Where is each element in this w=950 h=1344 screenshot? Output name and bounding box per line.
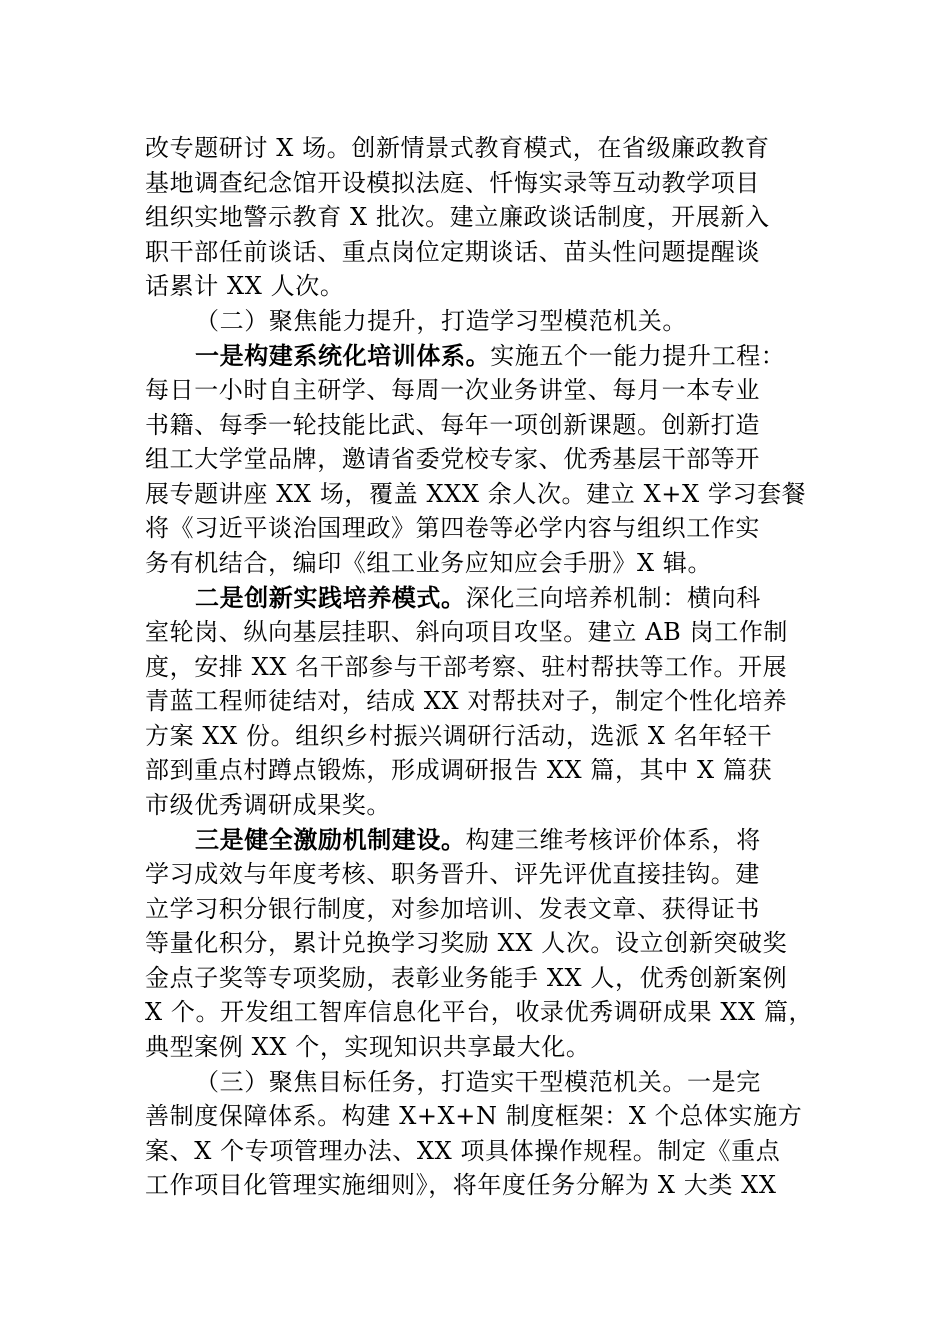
body-line [145,719,845,753]
body-line [145,1099,845,1133]
body-line [145,684,845,718]
line-text: 实施五个一能力提升工程： [490,342,786,370]
body-line [145,200,845,234]
line-text: 改专题研讨 X 场。创新情景式教育模式，在省级廉政教育 [145,134,770,162]
body-line [145,892,845,926]
paragraph-lead-line [195,581,895,615]
section-heading [195,1065,895,1099]
body-line [145,788,845,822]
heading-text: （二）聚焦能力提升，打造学习型模范机关。 [195,307,687,335]
line-text: 组织实地警示教育 X 批次。建立廉政谈话制度，开展新入 [145,203,770,231]
body-line [145,373,845,407]
line-text: 室轮岗、纵向基层挂职、斜向项目攻坚。建立 AB 岗工作制 [145,618,789,646]
line-text: 金点子奖等专项奖励，表彰业务能手 XX 人，优秀创新案例 [145,964,788,992]
line-text: 职干部任前谈话、重点岗位定期谈话、苗头性问题提醒谈 [145,238,760,266]
paragraph-lead-bold: 二是创新实践培养模式。 [195,584,466,612]
line-text: 部到重点村蹲点锻炼，形成调研报告 XX 篇，其中 X 篇获 [145,756,773,784]
line-text: 话累计 XX 人次。 [145,272,345,300]
line-text: 书籍、每季一轮技能比武、每年一项创新课题。创新打造 [145,411,760,439]
line-text: 构建三维考核评价体系，将 [465,826,761,854]
line-text: 善制度保障体系。构建 X+X+N 制度框架：X 个总体实施方 [145,1102,803,1130]
line-text: 组工大学堂品牌，邀请省委党校专家、优秀基层干部等开 [145,445,760,473]
line-text: 学习成效与年度考核、职务晋升、评先评优直接挂钩。建 [145,860,760,888]
body-line [145,857,845,891]
paragraph-lead-bold: 一是构建系统化培训体系。 [195,342,491,370]
body-line [145,131,845,165]
line-text: 基地调查纪念馆开设模拟法庭、忏悔实录等互动教学项目 [145,169,760,197]
paragraph-lead-line [195,823,895,857]
body-line [145,926,845,960]
section-heading [195,304,895,338]
body-line [145,753,845,787]
body-line [145,650,845,684]
body-line [145,511,845,545]
line-text: 展专题讲座 XX 场，覆盖 XXX 余人次。建立 X+X 学习套餐 [145,480,807,508]
line-text: 每日一小时自主研学、每周一次业务讲堂、每月一本专业 [145,376,760,404]
body-line [145,995,845,1029]
heading-text: （三）聚焦目标任务，打造实干型模范机关。一是完 [195,1068,761,1096]
body-line [145,477,845,511]
line-text: 深化三向培养机制：横向科 [465,584,761,612]
body-line [145,1134,845,1168]
line-text: 市级优秀调研成果奖。 [145,791,391,819]
line-text: 立学习积分银行制度，对参加培训、发表文章、获得证书 [145,895,760,923]
body-line [145,546,845,580]
body-line [145,442,845,476]
line-text: 等量化积分，累计兑换学习奖励 XX 人次。设立创新突破奖 [145,929,788,957]
body-line [145,1168,845,1202]
paragraph-lead-bold: 三是健全激励机制建设。 [195,826,466,854]
body-line [145,615,845,649]
line-text: 方案 XX 份。组织乡村振兴调研行活动，选派 X 名年轻干 [145,722,773,750]
body-line [145,166,845,200]
line-text: 案、X 个专项管理办法、XX 项具体操作规程。制定《重点 [145,1137,781,1165]
line-text: 将《习近平谈治国理政》第四卷等必学内容与组织工作实 [145,514,760,542]
line-text: 度，安排 XX 名干部参与干部考察、驻村帮扶等工作。开展 [145,653,788,681]
line-text: 务有机结合，编印《组工业务应知应会手册》X 辑。 [145,549,713,577]
body-line [145,961,845,995]
line-text: 典型案例 XX 个，实现知识共享最大化。 [145,1033,591,1061]
paragraph-lead-line [195,339,895,373]
body-line [145,235,845,269]
line-text: 青蓝工程师徒结对，结成 XX 对帮扶对子，制定个性化培养 [145,687,788,715]
body-line [145,408,845,442]
body-line [145,269,845,303]
line-text: X 个。开发组工智库信息化平台，收录优秀调研成果 XX 篇， [145,998,814,1026]
body-line [145,1030,845,1064]
line-text: 工作项目化管理实施细则》，将年度任务分解为 X 大类 XX [145,1171,777,1199]
